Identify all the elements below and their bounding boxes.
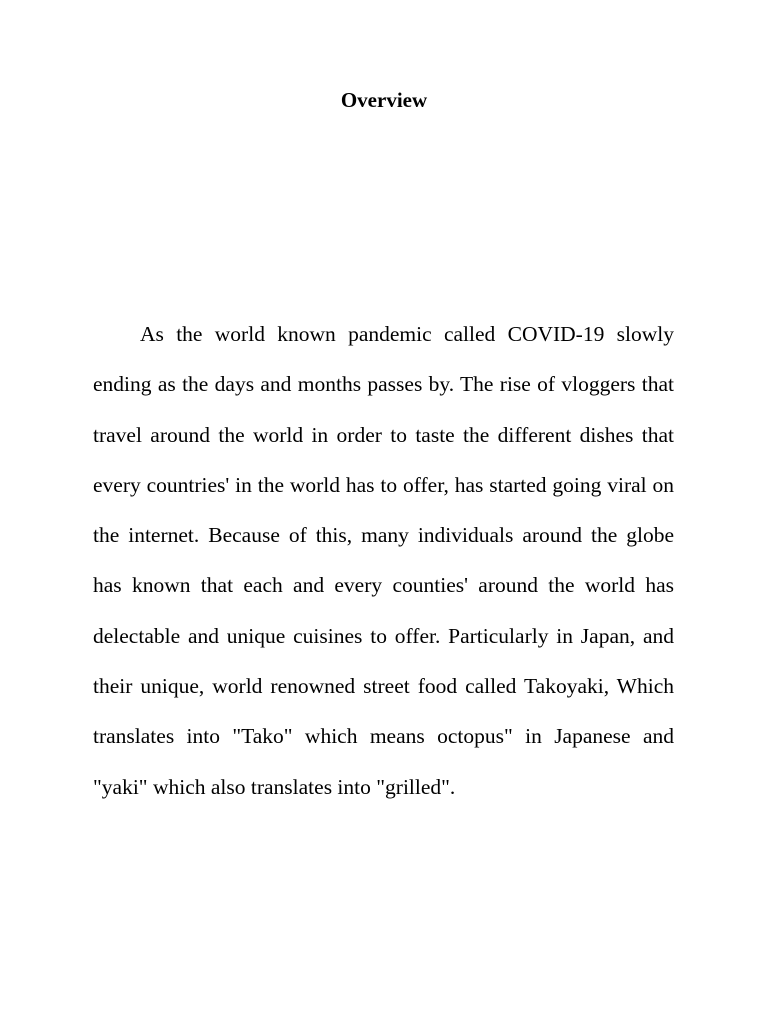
body-paragraph: As the world known pandemic called COVID-19 slowly ending as the days and months passes by. The rise of vloggers that travel around the world in order to taste the different dishes that every countries' in the world has to offer, has started going viral on the internet. Because of this, many individuals around the globe has known that each and every counties' around the world has delectable and unique cuisines to offer. Particularly in Japan, and their unique, world renowned street food called Takoyaki, Which translates into "Tako" which means octopus" in Japanese and "yaki" which also translates into "grilled". xyxy=(93,322,674,799)
section-heading: Overview xyxy=(340,88,428,112)
